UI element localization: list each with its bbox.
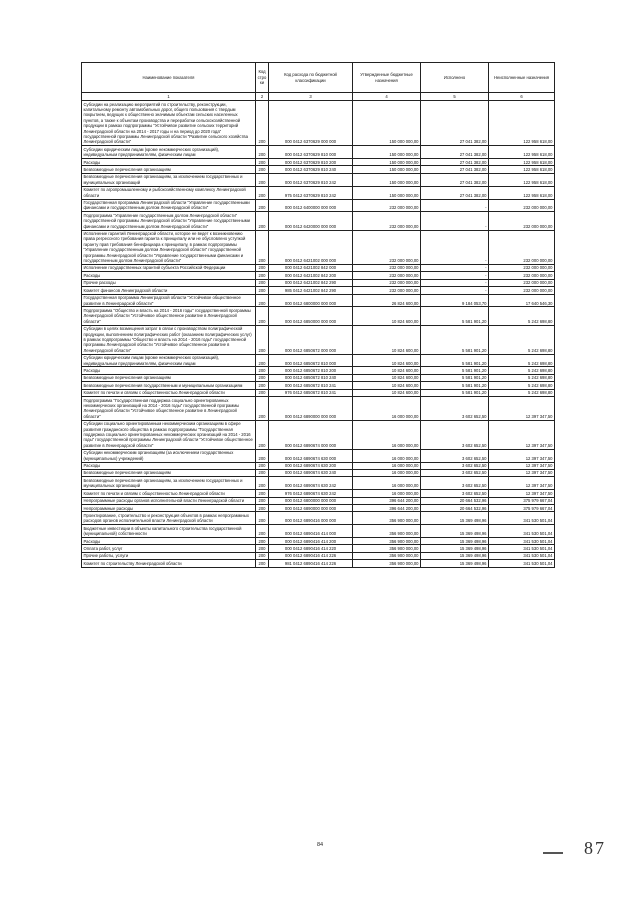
row-executed: 27 041 382,00	[421, 186, 489, 199]
row-unexecuted: 232 000 000,00	[489, 212, 555, 230]
row-approved: 396 644 200,00	[353, 497, 421, 504]
row-name: Комитет по агропромышленному и рыбохозяйственному комплексу Ленинградской области	[82, 186, 256, 199]
row-unexecuted: 5 242 698,80	[489, 367, 555, 374]
row-name: Исполнение государственных гарантий субъекта Российской Федерации	[82, 264, 256, 271]
row-approved: 10 824 600,00	[353, 389, 421, 396]
row-classification: 000 0412 6850000 000 000	[269, 307, 353, 325]
row-executed: 15 369 498,96	[421, 538, 489, 545]
row-approved: 232 000 000,00	[353, 264, 421, 271]
row-line-code: 200	[256, 146, 269, 159]
row-classification: 000 0412 6890674 630 000	[269, 449, 353, 462]
row-classification: 976 0412 6890674 630 242	[269, 490, 353, 497]
row-executed: 20 664 532,96	[421, 505, 489, 512]
table-row	[82, 449, 555, 462]
table-row	[82, 186, 555, 199]
row-approved: 396 644 200,00	[353, 505, 421, 512]
row-executed: 5 581 901,20	[421, 374, 489, 381]
table-row	[82, 538, 555, 545]
column-number: 3	[269, 93, 353, 101]
row-unexecuted: 232 000 000,00	[489, 230, 555, 264]
header-line-code: Код строки	[256, 63, 269, 93]
row-executed: 3 602 652,50	[421, 449, 489, 462]
row-classification: 000 0412 6370629 810 240	[269, 166, 353, 173]
row-approved: 10 824 600,00	[353, 325, 421, 354]
row-name: Подпрограмма "Управление государственным долгом Ленинградской области" государственной программы Ленинградской области "Управление государственными финансами и государственным долгом Ленинградской области"	[82, 212, 256, 230]
row-name: Безвозмездные перечисления организациям	[82, 374, 256, 381]
table-row	[82, 420, 555, 449]
row-approved: 10 824 600,00	[353, 382, 421, 389]
row-approved: 356 900 000,00	[353, 512, 421, 525]
row-approved: 16 000 000,00	[353, 469, 421, 476]
row-classification: 985 0412 6421002 842 290	[269, 287, 353, 294]
row-name: Безвозмездные перечисления организациям, за исключением государственных и муниципальных организаций	[82, 477, 256, 490]
row-classification: 000 0412 6890416 414 000	[269, 525, 353, 538]
row-name: Субсидии некоммерческим организациям (за исключением государственных (муниципальных) учреждений)	[82, 449, 256, 462]
row-line-code: 200	[256, 354, 269, 367]
table-row	[82, 469, 555, 476]
row-line-code: 200	[256, 477, 269, 490]
row-unexecuted: 232 000 000,00	[489, 287, 555, 294]
row-executed: -	[421, 230, 489, 264]
row-line-code: 200	[256, 420, 269, 449]
report-page	[81, 62, 554, 568]
row-executed: 15 369 498,96	[421, 552, 489, 559]
row-line-code: 200	[256, 230, 269, 264]
table-row	[82, 166, 555, 173]
column-number: 5	[421, 93, 489, 101]
table-row	[82, 159, 555, 166]
row-approved: 232 000 000,00	[353, 272, 421, 279]
row-unexecuted: 5 242 698,80	[489, 354, 555, 367]
budget-execution-table	[81, 62, 555, 568]
header-unexecuted: Неисполненные назначения	[489, 63, 555, 93]
row-executed: 27 041 382,00	[421, 173, 489, 186]
row-unexecuted: 12 397 347,50	[489, 469, 555, 476]
table-row	[82, 287, 555, 294]
header-row	[82, 63, 555, 93]
row-name: Комитет по печати и связям с общественностью Ленинградской области	[82, 389, 256, 396]
table-row	[82, 477, 555, 490]
row-approved: 16 000 000,00	[353, 449, 421, 462]
row-classification: 000 0412 6890000 000 000	[269, 397, 353, 421]
row-unexecuted: 232 000 000,00	[489, 199, 555, 212]
row-executed: 5 581 901,20	[421, 307, 489, 325]
row-unexecuted: 375 979 667,04	[489, 497, 555, 504]
row-unexecuted: 122 958 618,00	[489, 146, 555, 159]
header-executed: Исполнено	[421, 63, 489, 93]
row-unexecuted: 12 397 347,50	[489, 397, 555, 421]
row-approved: 356 900 000,00	[353, 538, 421, 545]
table-row	[82, 462, 555, 469]
row-unexecuted: 341 530 501,04	[489, 512, 555, 525]
row-executed: 9 184 053,70	[421, 294, 489, 307]
row-classification: 000 0412 6370629 810 242	[269, 173, 353, 186]
row-executed: 5 581 901,20	[421, 325, 489, 354]
row-executed: 27 041 382,00	[421, 101, 489, 146]
row-unexecuted: 232 000 000,00	[489, 272, 555, 279]
table-row	[82, 199, 555, 212]
row-unexecuted: 122 958 618,00	[489, 166, 555, 173]
row-name: Прочие работы, услуги	[82, 552, 256, 559]
row-executed: 15 369 498,96	[421, 560, 489, 567]
table-row	[82, 354, 555, 367]
row-approved: 150 000 000,00	[353, 173, 421, 186]
row-classification: 000 0412 6421002 000 000	[269, 230, 353, 264]
row-unexecuted: 232 000 000,00	[489, 279, 555, 286]
row-executed: 27 041 382,00	[421, 146, 489, 159]
row-line-code: 200	[256, 212, 269, 230]
row-unexecuted: 12 397 347,50	[489, 462, 555, 469]
row-classification: 000 0412 6890416 000 000	[269, 512, 353, 525]
row-classification: 000 0412 6890674 630 242	[269, 477, 353, 490]
table-row	[82, 264, 555, 271]
row-line-code: 200	[256, 264, 269, 271]
row-name: Государственная программа Ленинградской области "Управление государственными финансами и государственным долгом Ленинградской области"	[82, 199, 256, 212]
row-classification: 000 0412 6400000 000 000	[269, 199, 353, 212]
table-row	[82, 279, 555, 286]
row-executed: 5 581 901,20	[421, 354, 489, 367]
column-number: 1	[82, 93, 256, 101]
row-executed: 5 581 901,20	[421, 389, 489, 396]
row-unexecuted: 341 530 501,04	[489, 525, 555, 538]
row-line-code: 200	[256, 307, 269, 325]
row-classification: 000 0412 6890416 414 200	[269, 538, 353, 545]
row-approved: 16 000 000,00	[353, 490, 421, 497]
row-executed: -	[421, 199, 489, 212]
row-approved: 10 824 600,00	[353, 374, 421, 381]
row-unexecuted: 122 958 618,00	[489, 173, 555, 186]
row-approved: 232 000 000,00	[353, 279, 421, 286]
row-classification: 000 0412 6890674 630 240	[269, 469, 353, 476]
row-line-code: 200	[256, 505, 269, 512]
row-line-code: 200	[256, 272, 269, 279]
table-row	[82, 497, 555, 504]
row-classification: 000 0412 6890416 414 220	[269, 545, 353, 552]
row-name: Субсидии юридическим лицам (кроме некоммерческих организаций), индивидуальным предпринимателям, физическим лицам	[82, 146, 256, 159]
column-number: 4	[353, 93, 421, 101]
row-executed: -	[421, 279, 489, 286]
row-classification: 000 0412 6370629 810 000	[269, 146, 353, 159]
row-name: Безвозмездные перечисления организациям	[82, 469, 256, 476]
row-line-code: 200	[256, 552, 269, 559]
row-line-code: 200	[256, 199, 269, 212]
row-name: Непрограммные расходы	[82, 505, 256, 512]
row-name: Расходы	[82, 159, 256, 166]
row-name: Субсидии на реализацию мероприятий по строительству, реконструкции, капитальному ремонту автомобильных дорог, общего пользования с твердым покрытием, ведущих к общественно значимым объектам сельских населенных пунктов, а также к объектам производства и переработки сельскохозяйственной продукции в рамках подпрограммы "Устойчивое развитие сельских территорий Ленинградской области на 2014 - 2017 годы и на период до 2020 года" государственной программы Ленинградской области "Развитие сельского хозяйства Ленинградской области"	[82, 101, 256, 146]
row-name: Субсидии юридическим лицам (кроме некоммерческих организаций), индивидуальным предпринимателям, физическим лицам	[82, 354, 256, 367]
row-unexecuted: 5 242 698,80	[489, 382, 555, 389]
row-executed: -	[421, 264, 489, 271]
row-line-code: 200	[256, 101, 269, 146]
row-name: Исполнение гарантий Ленинградской области, которое не ведет к возникновению права регрессного требования гаранта к принципалу или не обусловлено уступкой гаранту прав требования бенефициара к принципалу, в рамках подпрограммы "Управление государственным долгом Ленинградской области" государственной программы Ленинградской области "Управление государственными финансами и государственным долгом Ленинградской области"	[82, 230, 256, 264]
row-classification: 975 0412 6370629 810 242	[269, 186, 353, 199]
row-line-code: 200	[256, 512, 269, 525]
column-number: 2	[256, 93, 269, 101]
row-classification: 000 0412 6370629 810 200	[269, 159, 353, 166]
row-unexecuted: 375 979 667,04	[489, 505, 555, 512]
row-classification: 000 0412 6850672 810 241	[269, 382, 353, 389]
row-line-code: 200	[256, 382, 269, 389]
row-approved: 26 824 600,00	[353, 294, 421, 307]
row-approved: 150 000 000,00	[353, 186, 421, 199]
header-classification: Код расхода по бюджетной классификации	[269, 63, 353, 93]
row-approved: 16 000 000,00	[353, 420, 421, 449]
table-row	[82, 490, 555, 497]
row-approved: 232 000 000,00	[353, 287, 421, 294]
row-unexecuted: 122 958 618,00	[489, 159, 555, 166]
row-approved: 16 000 000,00	[353, 397, 421, 421]
row-executed: -	[421, 272, 489, 279]
row-unexecuted: 12 397 347,50	[489, 490, 555, 497]
row-classification: 000 0412 6370629 000 000	[269, 101, 353, 146]
row-approved: 232 000 000,00	[353, 212, 421, 230]
header-approved: Утвержденные бюджетные назначения	[353, 63, 421, 93]
row-classification: 000 0412 6421002 842 000	[269, 264, 353, 271]
row-line-code: 200	[256, 279, 269, 286]
row-name: Расходы	[82, 538, 256, 545]
row-unexecuted: 5 242 698,80	[489, 374, 555, 381]
row-classification: 981 0412 6890416 414 226	[269, 560, 353, 567]
row-executed: 3 602 652,50	[421, 490, 489, 497]
row-line-code: 200	[256, 389, 269, 396]
row-name: Комитет по печати и связям с общественностью Ленинградской области	[82, 490, 256, 497]
row-approved: 10 824 600,00	[353, 354, 421, 367]
table-row	[82, 505, 555, 512]
row-classification: 000 0412 6421002 842 290	[269, 279, 353, 286]
row-classification: 976 0412 6850672 810 241	[269, 389, 353, 396]
row-line-code: 200	[256, 367, 269, 374]
row-executed: 3 602 652,50	[421, 477, 489, 490]
row-name: Субсидии социально ориентированным некоммерческим организациям в сфере развития гражданского общества в рамках подпрограммы "Государственная поддержка социально ориентированных некоммерческих организаций на 2014 - 2016 годы" государственной программы Ленинградской области "Устойчивое общественное развитие в Ленинградской области"	[82, 420, 256, 449]
row-approved: 150 000 000,00	[353, 146, 421, 159]
row-classification: 000 0412 6850672 810 240	[269, 374, 353, 381]
row-name: Бюджетные инвестиции в объекты капитального строительства государственной (муниципальной) собственности	[82, 525, 256, 538]
table-row	[82, 545, 555, 552]
row-unexecuted: 5 242 698,80	[489, 307, 555, 325]
row-name: Расходы	[82, 272, 256, 279]
row-executed: 27 041 382,00	[421, 166, 489, 173]
table-row	[82, 367, 555, 374]
row-name: Государственная программа Ленинградской области "Устойчивое общественное развитие в Ленинградской области"	[82, 294, 256, 307]
row-unexecuted: 341 530 501,04	[489, 560, 555, 567]
column-number: 6	[489, 93, 555, 101]
row-name: Прочие расходы	[82, 279, 256, 286]
table-row	[82, 101, 555, 146]
row-classification: 000 0412 6890674 000 000	[269, 420, 353, 449]
row-line-code: 200	[256, 560, 269, 567]
row-approved: 10 824 600,00	[353, 367, 421, 374]
row-line-code: 200	[256, 449, 269, 462]
row-unexecuted: 341 530 501,04	[489, 552, 555, 559]
row-line-code: 200	[256, 490, 269, 497]
row-name: Подпрограмма "Общество и власть на 2014 - 2016 годы" государственной программы Ленинградской области "Устойчивое общественное развитие в Ленинградской области"	[82, 307, 256, 325]
table-row	[82, 512, 555, 525]
table-row	[82, 325, 555, 354]
table-row	[82, 272, 555, 279]
row-executed: 15 369 498,96	[421, 512, 489, 525]
row-line-code: 200	[256, 325, 269, 354]
table-row	[82, 525, 555, 538]
table-row	[82, 374, 555, 381]
row-classification: 000 0412 6890674 630 200	[269, 462, 353, 469]
table-row	[82, 382, 555, 389]
row-executed: -	[421, 287, 489, 294]
row-line-code: 200	[256, 166, 269, 173]
header-name: Наименование показателя	[82, 63, 256, 93]
row-line-code: 200	[256, 469, 269, 476]
row-name: Непрограммные расходы органов исполнительной власти Ленинградской области	[82, 497, 256, 504]
row-approved: 16 000 000,00	[353, 462, 421, 469]
table-row	[82, 560, 555, 567]
row-line-code: 200	[256, 397, 269, 421]
row-executed: 3 602 652,50	[421, 462, 489, 469]
table-body	[82, 101, 555, 568]
row-name: Комитет финансов Ленинградской области	[82, 287, 256, 294]
row-classification: 000 0412 6890000 000 000	[269, 505, 353, 512]
row-executed: -	[421, 212, 489, 230]
row-approved: 16 000 000,00	[353, 477, 421, 490]
row-name: Проектирование, строительство и реконструкция объектов в рамках непрограммных расходов органов исполнительной власти Ленинградской области	[82, 512, 256, 525]
row-approved: 356 900 000,00	[353, 552, 421, 559]
table-row	[82, 389, 555, 396]
row-classification: 000 0412 6800000 000 000	[269, 294, 353, 307]
row-classification: 000 0412 6850672 810 000	[269, 354, 353, 367]
table-row	[82, 397, 555, 421]
row-line-code: 200	[256, 287, 269, 294]
page-number: 84	[316, 842, 324, 848]
row-executed: 15 369 498,96	[421, 525, 489, 538]
row-line-code: 200	[256, 538, 269, 545]
row-executed: 5 581 901,20	[421, 382, 489, 389]
table-row	[82, 146, 555, 159]
row-line-code: 200	[256, 462, 269, 469]
row-name: Субсидии в целях возмещения затрат в связи с производством полиграфической продукции, выполнением полиграфических работ (оказанием полиграфических услуг) в рамках подпрограммы "Общество и власть на 2014 - 2016 годы" государственной программы Ленинградской области "Устойчивое общественное развитие в Ленинградской области"	[82, 325, 256, 354]
row-approved: 10 824 600,00	[353, 307, 421, 325]
row-executed: 27 041 382,00	[421, 159, 489, 166]
row-unexecuted: 341 530 501,04	[489, 545, 555, 552]
row-unexecuted: 12 397 347,50	[489, 420, 555, 449]
row-executed: 5 581 901,20	[421, 367, 489, 374]
row-approved: 150 000 000,00	[353, 101, 421, 146]
row-approved: 356 900 000,00	[353, 560, 421, 567]
row-executed: 20 664 532,96	[421, 497, 489, 504]
row-executed: 3 602 652,50	[421, 397, 489, 421]
row-unexecuted: 122 958 618,00	[489, 101, 555, 146]
row-classification: 000 0412 6420000 000 000	[269, 212, 353, 230]
table-row	[82, 307, 555, 325]
row-unexecuted: 232 000 000,00	[489, 264, 555, 271]
row-line-code: 200	[256, 545, 269, 552]
row-name: Безвозмездные перечисления государственным и муниципальным организациям	[82, 382, 256, 389]
table-row	[82, 552, 555, 559]
row-unexecuted: 5 242 698,80	[489, 325, 555, 354]
row-executed: 3 602 652,50	[421, 420, 489, 449]
row-name: Подпрограмма "Государственная поддержка социально ориентированных некоммерческих организаций на 2014 - 2016 годы" государственной программы Ленинградской области "Устойчивое общественное развитие в Ленинградской области"	[82, 397, 256, 421]
row-unexecuted: 12 397 347,50	[489, 477, 555, 490]
row-approved: 232 000 000,00	[353, 199, 421, 212]
table-row	[82, 173, 555, 186]
row-unexecuted: 17 640 546,30	[489, 294, 555, 307]
row-name: Безвозмездные перечисления организациям	[82, 166, 256, 173]
row-unexecuted: 341 530 501,04	[489, 538, 555, 545]
row-classification: 000 0412 6421002 842 200	[269, 272, 353, 279]
table-row	[82, 294, 555, 307]
table-row	[82, 230, 555, 264]
row-name: Оплата работ, услуг	[82, 545, 256, 552]
stamp-dash	[543, 852, 563, 854]
row-unexecuted: 122 958 618,00	[489, 186, 555, 199]
row-approved: 356 900 000,00	[353, 545, 421, 552]
column-numbers-row	[82, 93, 555, 101]
row-line-code: 200	[256, 497, 269, 504]
row-name: Безвозмездные перечисления организациям, за исключением государственных и муниципальных организаций	[82, 173, 256, 186]
handwritten-sheet-number: 87	[584, 838, 606, 858]
row-approved: 150 000 000,00	[353, 159, 421, 166]
row-classification: 000 0412 6890416 414 226	[269, 552, 353, 559]
row-classification: 000 0412 6800000 000 000	[269, 497, 353, 504]
row-name: Расходы	[82, 462, 256, 469]
row-line-code: 200	[256, 159, 269, 166]
row-approved: 150 000 000,00	[353, 166, 421, 173]
row-name: Комитет по строительству Ленинградской области	[82, 560, 256, 567]
row-line-code: 200	[256, 294, 269, 307]
row-approved: 356 900 000,00	[353, 525, 421, 538]
row-line-code: 200	[256, 173, 269, 186]
row-unexecuted: 5 242 698,80	[489, 389, 555, 396]
table-row	[82, 212, 555, 230]
row-executed: 3 602 652,50	[421, 469, 489, 476]
row-executed: 15 369 498,96	[421, 545, 489, 552]
row-classification: 000 0412 6850672 000 000	[269, 325, 353, 354]
row-line-code: 200	[256, 374, 269, 381]
row-classification: 000 0412 6850672 810 200	[269, 367, 353, 374]
row-line-code: 200	[256, 525, 269, 538]
row-approved: 232 000 000,00	[353, 230, 421, 264]
row-name: Расходы	[82, 367, 256, 374]
row-line-code: 200	[256, 186, 269, 199]
row-unexecuted: 12 397 347,50	[489, 449, 555, 462]
